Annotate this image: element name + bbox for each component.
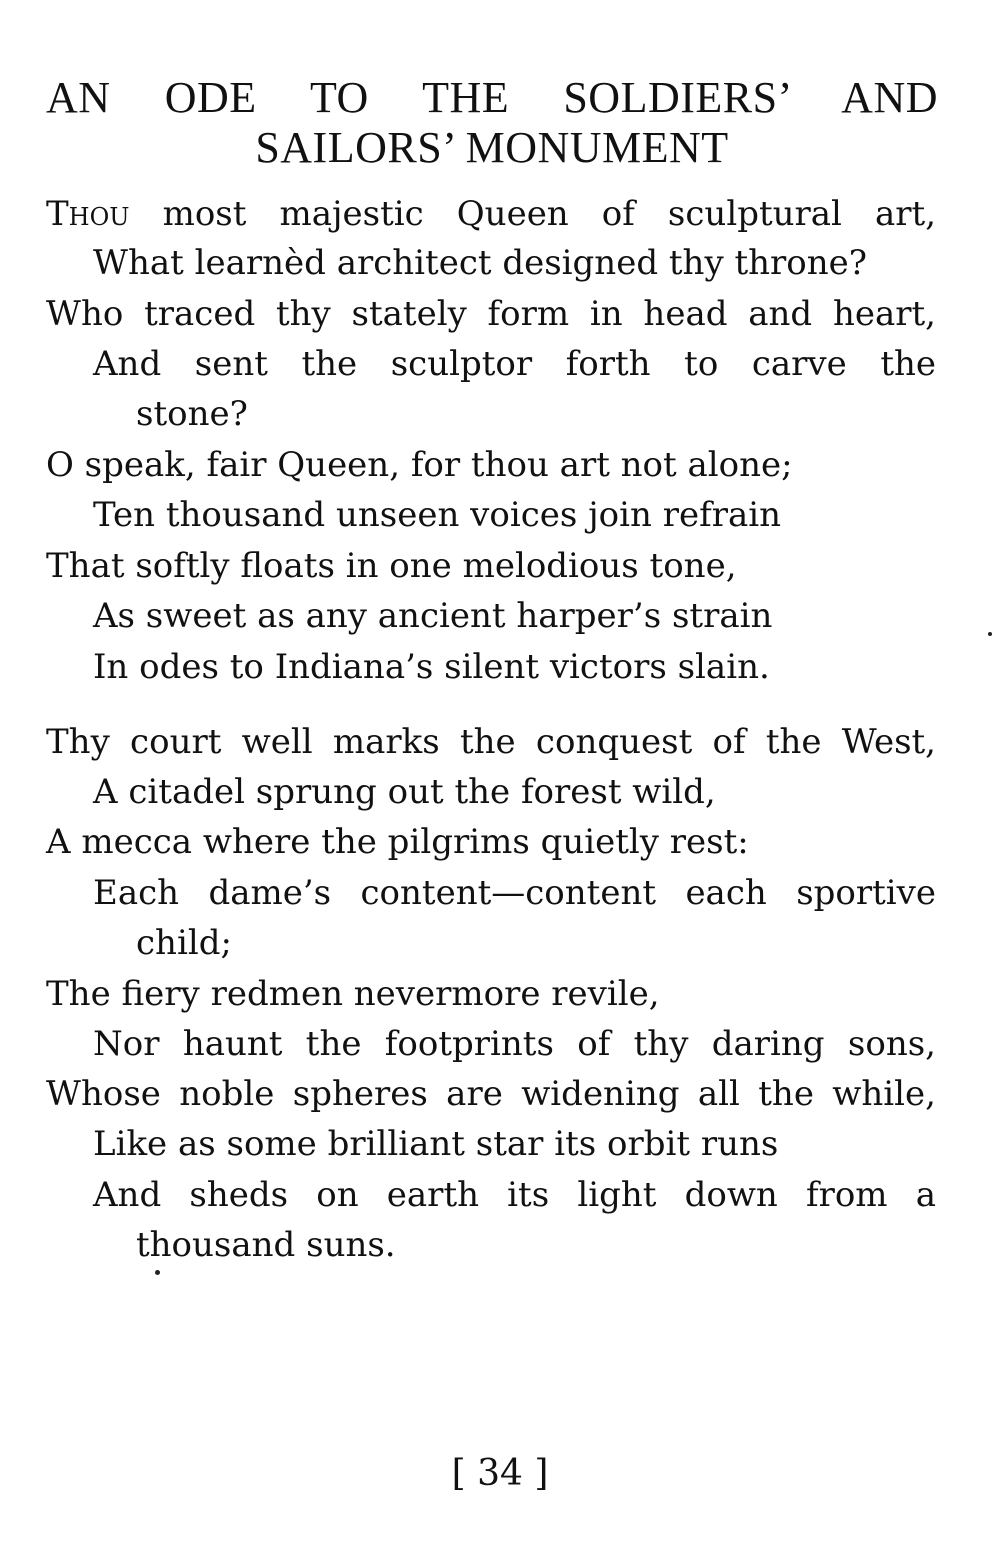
poem-line: Like as some brilliant star its orbit runs (93, 1124, 779, 1164)
poem-line: stone? (136, 394, 248, 434)
poem-line: A citadel sprung out the forest wild, (93, 772, 716, 812)
poem-line (46, 192, 936, 236)
page-number: [ 34 ] (451, 1453, 549, 1494)
poem-line-rest: most majestic Queen of sculptural art, (129, 194, 936, 234)
poem-line: Who traced thy stately form in head and heart, (46, 294, 936, 334)
poem-line: Each dame’s content—content each sportive (93, 873, 936, 913)
poem-title-line-1: AN ODE TO THE SOLDIERS’ AND (46, 73, 938, 122)
drop-word: Thou (46, 194, 130, 234)
poem-line: O speak, fair Queen, for thou art not alone; (46, 445, 793, 485)
poem-line: That softly floats in one melodious tone, (46, 546, 737, 586)
scan-speck (988, 632, 992, 636)
poem-line: Nor haunt the footprints of thy daring sons, (93, 1024, 936, 1064)
poem-line: And sent the sculptor forth to carve the (93, 344, 936, 384)
poem-line: Ten thousand unseen voices join refrain (93, 495, 781, 535)
poem-line: child; (136, 923, 232, 963)
poem-line: And sheds on earth its light down from a (93, 1175, 936, 1215)
poem-line: Whose noble spheres are widening all the while, (46, 1074, 936, 1114)
poem-line: Thy court well marks the conquest of the West, (46, 722, 936, 762)
poem-line: The fiery redmen nevermore revile, (46, 974, 660, 1014)
scan-speck (155, 1270, 160, 1275)
poem-line: A mecca where the pilgrims quietly rest: (46, 822, 749, 862)
poem-title-line-2: SAILORS’ MONUMENT (255, 123, 729, 172)
poem-line: In odes to Indiana’s silent victors slain. (93, 647, 770, 687)
poem-line: As sweet as any ancient harper’s strain (93, 596, 773, 636)
poem-line: What learnèd architect designed thy throne? (93, 243, 867, 283)
poem-line: thousand suns. (136, 1225, 396, 1265)
